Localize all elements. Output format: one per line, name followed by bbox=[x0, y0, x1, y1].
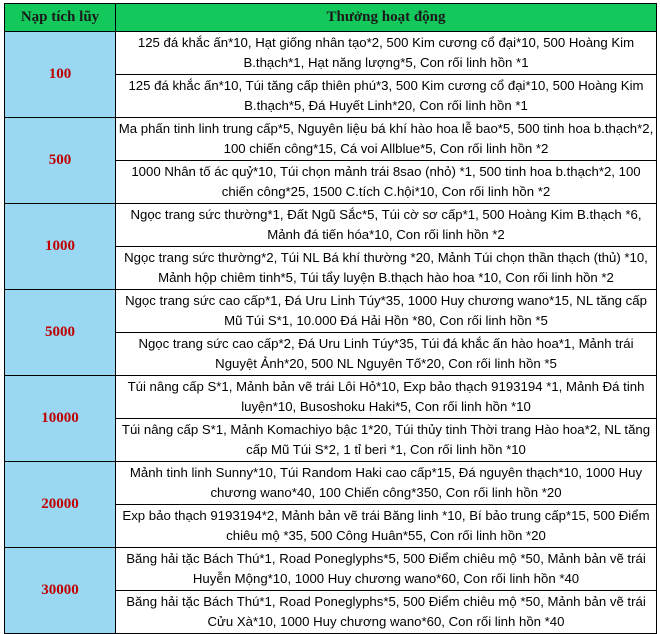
reward-column-header: Thưởng hoạt động bbox=[116, 4, 657, 32]
reward-cell: Ma phấn tinh linh trung cấp*5, Nguyên liệu bá khí hào hoa lễ bao*5, 500 tinh hoa b.thạch*2, 100 chiến công*15, Cá voi Allblue*5, Con rối linh hồn *2 bbox=[116, 118, 657, 161]
deposit-amount-cell: 500 bbox=[5, 118, 116, 204]
reward-cell: Ngọc trang sức thường*2, Túi NL Bá khí thường *20, Mảnh Túi chọn thần thạch (thủ) *10, Mảnh hộp chiêm tinh*5, Túi tẩy luyện B.thạch hào hoa *10, Con rối linh hồn *2 bbox=[116, 247, 657, 290]
reward-cell: Băng hải tặc Bách Thú*1, Road Poneglyphs*5, 500 Điểm chiêu mộ *50, Mảnh bản vẽ trái Cửu Xà*10, 1000 Huy chương wano*60, Con rối linh hồn *40 bbox=[116, 591, 657, 634]
deposit-amount-cell: 20000 bbox=[5, 462, 116, 548]
reward-cell: Ngọc trang sức thường*1, Đất Ngũ Sắc*5, Túi cờ sơ cấp*1, 500 Hoàng Kim B.thạch *6, Mảnh đá tiến hóa*10, Con rối linh hồn *2 bbox=[116, 204, 657, 247]
table-row bbox=[5, 32, 657, 75]
table-row bbox=[5, 376, 657, 419]
table-row bbox=[5, 118, 657, 161]
reward-cell: Exp bảo thạch 9193194*2, Mảnh bản vẽ trái Băng linh *10, Bí bảo trung cấp*15, 500 Điểm chiêu mộ *35, 500 Công Huân*55, Con rối linh hồn *20 bbox=[116, 505, 657, 548]
reward-cell: Túi nâng cấp S*1, Mảnh bản vẽ trái Lôi Hỏ*10, Exp bảo thạch 9193194 *1, Mảnh Đá tinh luyện*10, Busoshoku Haki*5, Con rối linh hồn *10 bbox=[116, 376, 657, 419]
deposit-amount-cell: 30000 bbox=[5, 548, 116, 634]
table-header-row bbox=[5, 4, 657, 32]
reward-table bbox=[4, 3, 657, 634]
table-row bbox=[5, 204, 657, 247]
reward-cell: Băng hải tặc Bách Thú*1, Road Poneglyphs*5, 500 Điểm chiêu mộ *50, Mảnh bản vẽ trái Huyễn Mộng*10, 1000 Huy chương wano*60, Con rối linh hồn *40 bbox=[116, 548, 657, 591]
reward-cell: Túi nâng cấp S*1, Mảnh Komachiyo bậc 1*20, Túi thủy tinh Thời trang Hào hoa*2, NL tăng cấp Mũ Túi S*2, 1 tỉ beri *1, Con rối linh hồn *10 bbox=[116, 419, 657, 462]
deposit-amount-cell: 1000 bbox=[5, 204, 116, 290]
deposit-amount-cell: 100 bbox=[5, 32, 116, 118]
table-row bbox=[5, 290, 657, 333]
deposit-amount-cell: 5000 bbox=[5, 290, 116, 376]
deposit-column-header: Nạp tích lũy bbox=[5, 4, 116, 32]
table-row bbox=[5, 548, 657, 591]
reward-cell: 125 đá khắc ấn*10, Túi tăng cấp thiên phú*3, 500 Kim cương cổ đại*10, 500 Hoàng Kim B.thạch*5, Đá Huyết Linh*20, Con rối linh hồn *1 bbox=[116, 75, 657, 118]
deposit-amount-cell: 10000 bbox=[5, 376, 116, 462]
reward-cell: 1000 Nhân tố ác quỷ*10, Túi chọn mảnh trái 8sao (nhỏ) *1, 500 tinh hoa b.thạch*2, 100 chiến công*25, 1500 C.tích C.hội*10, Con rối linh hồn *2 bbox=[116, 161, 657, 204]
reward-cell: 125 đá khắc ấn*10, Hạt giống nhân tạo*2, 500 Kim cương cổ đại*10, 500 Hoàng Kim B.thạch*1, Hạt năng lượng*5, Con rối linh hồn *1 bbox=[116, 32, 657, 75]
reward-cell: Ngọc trang sức cao cấp*2, Đá Uru Linh Túy*35, Túi đá khắc ấn hào hoa*1, Mảnh trái Nguyệt Ảnh*20, 500 NL Nguyên Tố*20, Con rối linh hồn *5 bbox=[116, 333, 657, 376]
reward-cell: Ngọc trang sức cao cấp*1, Đá Uru Linh Túy*35, 1000 Huy chương wano*15, NL tăng cấp Mũ Túi S*1, 10.000 Đá Hải Hồn *80, Con rối linh hồn *5 bbox=[116, 290, 657, 333]
table-row bbox=[5, 462, 657, 505]
reward-cell: Mảnh tinh linh Sunny*10, Túi Random Haki cao cấp*15, Đá nguyên thạch*10, 1000 Huy chương wano*40, 100 Chiến công*350, Con rối linh hồn *20 bbox=[116, 462, 657, 505]
